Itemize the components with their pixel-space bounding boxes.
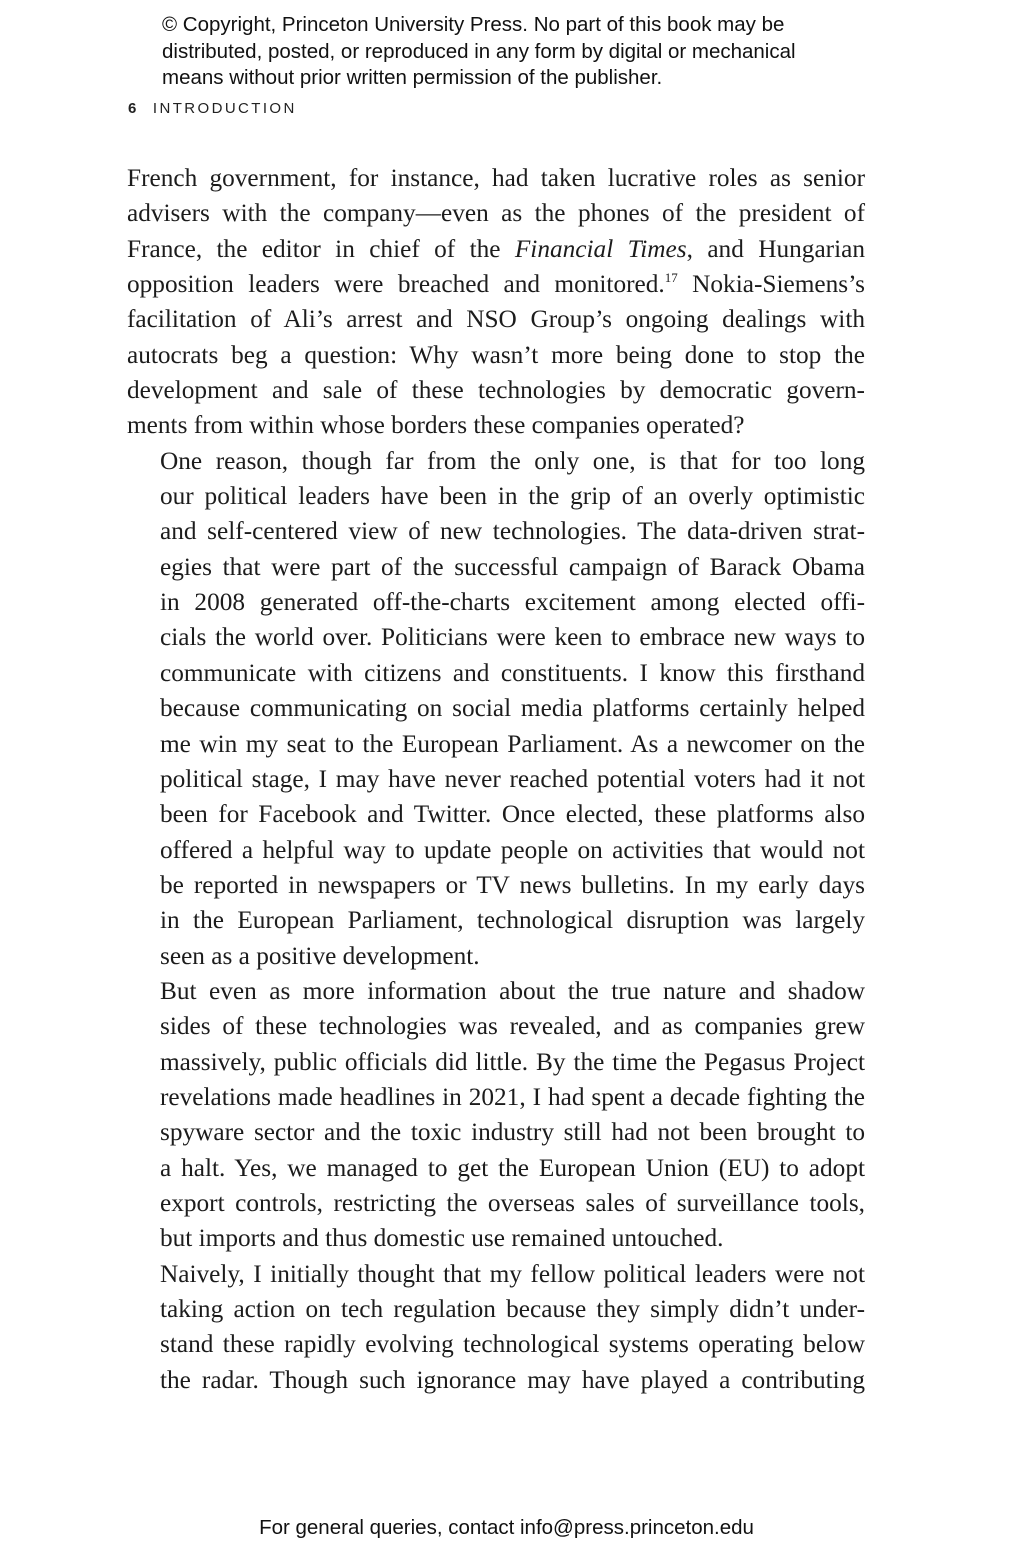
- text-line: spyware sector and the toxic industry still had not been brought to: [160, 1118, 865, 1147]
- text-segment: , and Hungarian: [686, 234, 865, 263]
- running-head: [128, 100, 297, 117]
- text-line: a halt. Yes, we managed to get the European Union (EU) to adopt: [160, 1153, 865, 1182]
- text-segment: France, the editor in chief of the: [127, 234, 515, 263]
- section-title: INTRODUCTION: [152, 100, 297, 117]
- text-line: [127, 232, 865, 267]
- copyright-line: distributed, posted, or reproduced in any form by digital or mechanical: [162, 39, 796, 63]
- page-number: 6: [128, 100, 137, 117]
- text-line: but imports and thus domestic use remained untouched.: [160, 1224, 724, 1253]
- text-line: taking action on tech regulation because they simply didn’t under-: [160, 1295, 865, 1323]
- text-line: communicate with citizens and constituents. I know this firsthand: [160, 658, 865, 687]
- text-line: One reason, though far from the only one, is that for too long: [160, 446, 865, 475]
- text-line: development and sale of these technologies by democratic govern-: [127, 376, 865, 405]
- paragraph-4: [127, 1257, 865, 1398]
- text-line: autocrats beg a question: Why wasn’t more being done to stop the: [127, 340, 865, 369]
- copyright-line: © Copyright, Princeton University Press. No part of this book may be: [162, 13, 785, 36]
- text-line: and self-centered view of new technologies. The data-driven strat-: [160, 517, 865, 546]
- text-line: cials the world over. Politicians were keen to embrace new ways to: [160, 623, 865, 652]
- text-line: advisers with the company—even as the phones of the president of: [127, 199, 865, 228]
- text-line: French government, for instance, had taken lucrative roles as senior: [127, 164, 865, 192]
- footnote-marker[interactable]: 17: [664, 270, 678, 286]
- text-line: the radar. Though such ignorance may have played a contributing: [160, 1365, 865, 1394]
- text-segment: opposition leaders were breached and monitored.: [127, 270, 665, 299]
- text-line: Naively, I initially thought that my fellow political leaders were not: [160, 1259, 865, 1288]
- text-line: in 2008 generated off-the-charts excitement among elected offi-: [160, 588, 865, 617]
- copyright-notice: [162, 12, 882, 92]
- text-line: in the European Parliament, technological disruption was largely: [160, 906, 865, 935]
- text-line: been for Facebook and Twitter. Once elected, these platforms also: [160, 800, 865, 829]
- text-line: our political leaders have been in the grip of an overly optimistic: [160, 482, 865, 511]
- text-line: But even as more information about the true nature and shadow: [160, 976, 865, 1005]
- text-segment: Nokia-Siemens’s: [677, 270, 865, 299]
- text-line: stand these rapidly evolving technological systems operating below: [160, 1330, 865, 1359]
- body-text: [127, 161, 865, 1398]
- text-line: [127, 267, 865, 302]
- text-line: facilitation of Ali’s arrest and NSO Group’s ongoing dealings with: [127, 305, 865, 334]
- paragraph-1: [127, 161, 865, 444]
- text-line: seen as a positive development.: [160, 941, 480, 970]
- copyright-line: means without prior written permission of the publisher.: [162, 66, 663, 89]
- text-line: ments from within whose borders these companies operated?: [127, 411, 745, 440]
- text-line: revelations made headlines in 2021, I had spent a decade fighting the: [160, 1082, 865, 1111]
- text-line: because communicating on social media platforms certainly helped: [160, 694, 865, 723]
- italic-title: Financial Times: [514, 234, 687, 263]
- text-line: offered a helpful way to update people on activities that would not: [160, 835, 865, 864]
- footer-contact: For general queries, contact info@press.princeton.edu: [259, 1516, 754, 1539]
- text-line: sides of these technologies was revealed, and as companies grew: [160, 1012, 865, 1041]
- text-line: export controls, restricting the overseas sales of surveillance tools,: [160, 1188, 865, 1217]
- text-line: massively, public officials did little. By the time the Pegasus Project: [160, 1047, 865, 1076]
- text-line: me win my seat to the European Parliament. As a newcomer on the: [160, 729, 865, 758]
- paragraph-2: [127, 444, 865, 974]
- text-line: be reported in newspapers or TV news bulletins. In my early days: [160, 870, 865, 899]
- text-line: egies that were part of the successful campaign of Barack Obama: [160, 552, 865, 581]
- paragraph-3: [127, 974, 865, 1257]
- text-line: political stage, I may have never reached potential voters had it not: [160, 764, 865, 793]
